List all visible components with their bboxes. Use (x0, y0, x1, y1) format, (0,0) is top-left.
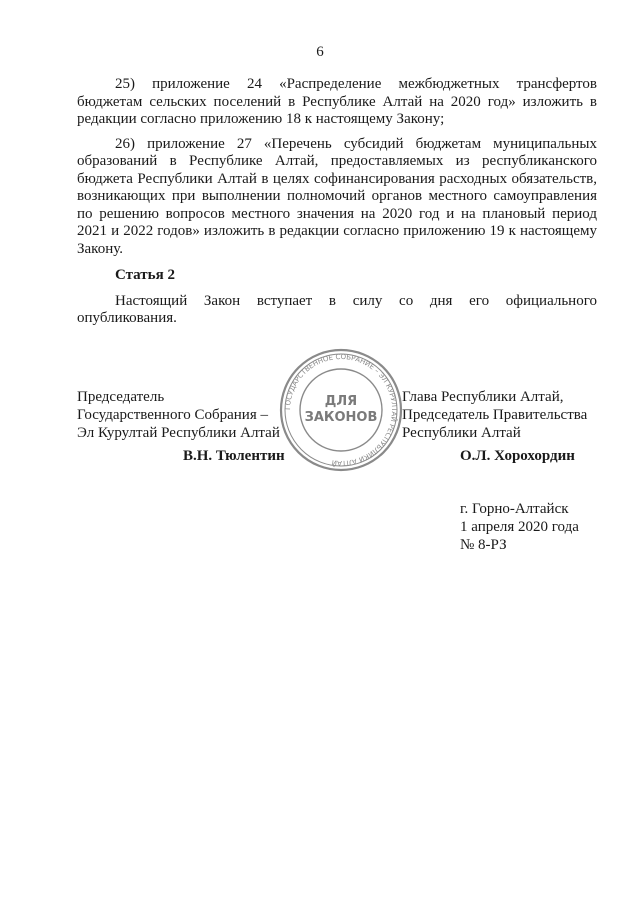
signatory-right-line: Республики Алтай (402, 425, 521, 441)
paragraph-26: 26) приложение 27 «Перечень субсидий бюджетам муниципальных образований в Республике Алтай, предоставляемых из республиканского бюджета Республики Алтай в целях софинансирования расходных обязательств, возникающих при выполнении полномочий органов местного самоуправления по решению вопросов местного значения на 2020 год и на плановый период 2021 и 2022 годов» изложить в редакции согласно приложению 19 к настоящему Закону. (77, 135, 597, 257)
place-date-block (460, 500, 579, 554)
stamp-line1: ДЛЯ (324, 394, 358, 409)
signatory-right-name: О.Л. Хорохордин (460, 448, 575, 464)
article-text: Настоящий Закон вступает в силу со дня его официального опубликования. (77, 292, 597, 326)
article-title: Статья 2 (115, 267, 175, 283)
document-body (77, 76, 597, 335)
signatory-left-line: Эл Курултай Республики Алтай (77, 425, 280, 441)
signatory-right-title (402, 388, 587, 442)
signatory-left-name: В.Н. Тюлентин (183, 448, 285, 464)
date: 1 апреля 2020 года (460, 519, 579, 535)
paragraph-25: 25) приложение 24 «Распределение межбюджетных трансфертов бюджетам сельских поселений в Республике Алтай на 2020 год» изложить в редакции согласно приложению 18 к настоящему Закону; (77, 76, 597, 127)
law-number: № 8-РЗ (460, 537, 507, 553)
signatory-left-line: Государственного Собрания – (77, 407, 268, 423)
page-number: 6 (316, 44, 324, 60)
signatory-left-line: Председатель (77, 389, 165, 405)
official-stamp (278, 347, 404, 473)
signatory-right-line: Председатель Правительства (402, 407, 588, 423)
stamp-line2: ЗАКОНОВ (304, 410, 378, 425)
signatory-left-title (77, 388, 280, 442)
stamp-ring-text: ГОСУДАРСТВЕННОЕ СОБРАНИЕ – ЭЛ КУРУЛТАЙ РЕСПУБЛИКИ АЛТАЙ (283, 352, 399, 468)
city: г. Горно-Алтайск (460, 501, 569, 517)
signatory-right-line: Глава Республики Алтай, (402, 389, 564, 405)
